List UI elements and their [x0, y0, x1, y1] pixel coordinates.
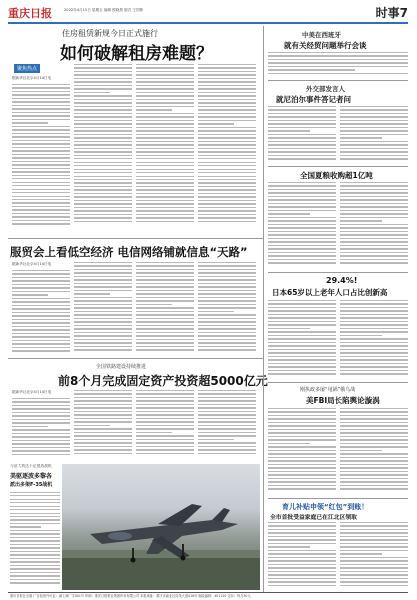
divider-trade	[8, 358, 263, 359]
right-bottom-body-col2	[340, 522, 408, 590]
right-bottom-title: 育儿补贴申领“红包”到账！	[282, 503, 369, 511]
right-fbi-title: 美FBI局长陷舆论漩涡	[306, 396, 380, 405]
trade-body-col1	[12, 270, 70, 354]
right-japan-title: 日本65岁以上老年人口占比创新高	[272, 288, 388, 297]
lead-body-col1	[12, 84, 70, 234]
right-japan-figure: 29.4%!	[326, 276, 358, 285]
photo-caption-sub: 派出多架F-35战机	[10, 481, 53, 488]
investment-byline: 据新华社北京4月14日电	[12, 390, 52, 394]
right-top-body	[268, 52, 408, 76]
divider-right-2	[268, 166, 408, 167]
right-japan-body-col1	[268, 300, 336, 378]
right-column-rule	[263, 26, 264, 592]
lead-byline: 据新华社北京4月14日电	[12, 76, 52, 80]
right-top-kicker: 中美在西班牙	[302, 31, 341, 39]
lead-body-col3	[136, 64, 194, 234]
newspaper-logo: 重庆日报	[8, 7, 52, 20]
investment-body-col1	[12, 398, 70, 458]
right-fbi-body-col2	[340, 408, 408, 494]
right-mid-body-col2	[340, 106, 408, 162]
right-japan-body-col2	[340, 300, 408, 378]
right-bottom-body-col1	[268, 522, 336, 590]
photo-caption-title: 与意大利达不足挑选战机	[10, 464, 52, 468]
lead-body-col4	[198, 64, 256, 234]
right-grain-body-col1	[268, 182, 336, 268]
trade-title: 服贸会上看低空经济 电信网络铺就信息“天路”	[10, 245, 248, 259]
right-fbi-kicker: 刚执政多屡“甩锅”俄乌战	[300, 387, 356, 393]
right-top-title: 就有关经贸问题举行会谈	[284, 41, 367, 50]
right-grain-title: 全国夏粮收购超1亿吨	[300, 171, 373, 180]
divider-lead	[8, 238, 263, 239]
footer-text: 重庆日报社出版 广告经营许可证：渝工商广字001号 印刷：重庆日报报业集团印务有限公司 本报地址：重庆市渝北区同茂大道416号 邮政编码：401120 定价：每月30元	[10, 593, 251, 598]
investment-body-col3	[136, 390, 194, 458]
trade-body-col2	[74, 262, 132, 354]
divider-right-1	[268, 80, 408, 81]
masthead	[8, 4, 408, 22]
trade-byline: 据新华社北京4月14日电	[12, 262, 52, 266]
investment-body-col4	[198, 390, 256, 458]
investment-kicker: 全国铁路建设持续推进	[96, 364, 147, 370]
fighter-jet-photo	[62, 464, 260, 590]
section-label: 时事7	[375, 6, 408, 20]
masthead-rule	[8, 22, 408, 24]
right-mid-kicker: 外交部发言人	[306, 85, 345, 93]
photo-caption-box	[10, 464, 60, 590]
divider-right-4	[268, 382, 408, 383]
masthead-info: 2022年4月15日 星期五 编辑 熊晓燕 版式 王国栋	[64, 8, 144, 12]
photo-caption-body	[10, 492, 60, 588]
footer-rule	[8, 592, 408, 593]
lead-title: 如何破解租房难题？	[60, 44, 213, 64]
divider-right-5	[268, 498, 408, 499]
right-grain-body-col2	[340, 182, 408, 268]
lead-kicker: 住房租赁新规今日正式施行	[62, 29, 158, 38]
trade-body-col4	[198, 262, 256, 354]
divider-right-3	[268, 272, 408, 273]
trade-body-col3	[136, 262, 194, 354]
right-mid-title: 就尼泊尔事件答记者问	[276, 95, 351, 104]
photo-caption-head: 美驱逐波多黎各	[10, 472, 53, 480]
investment-title: 前8个月完成固定资产投资超5000亿元	[58, 374, 268, 388]
lead-tag: 聚焦热点	[14, 64, 40, 73]
right-fbi-body-col1	[268, 408, 336, 494]
right-mid-body-col1	[268, 106, 336, 162]
investment-body-col2	[74, 390, 132, 458]
right-bottom-subtitle: 全市首批受益家庭已在江北区领取	[270, 515, 357, 521]
lead-body-col2	[74, 64, 132, 234]
